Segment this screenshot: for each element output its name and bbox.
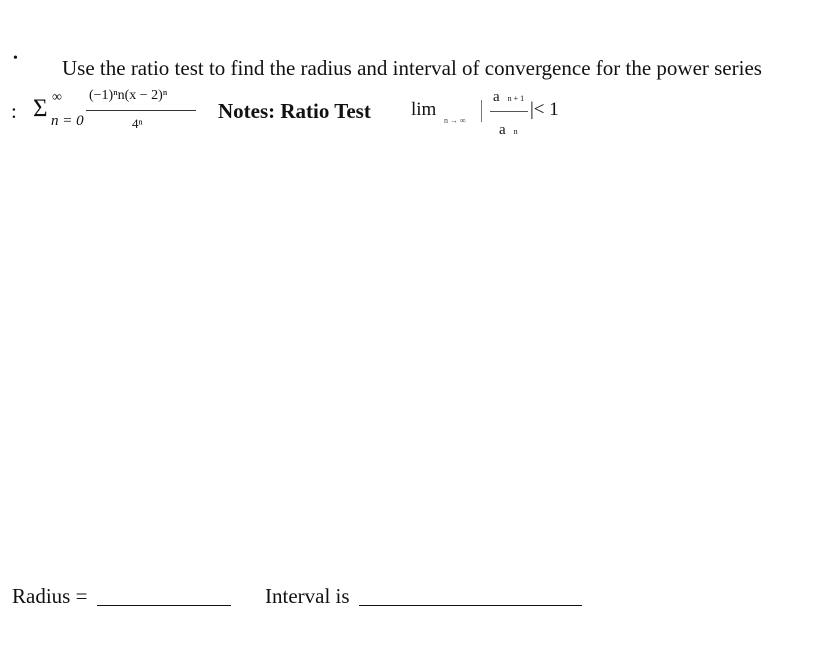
notes-label: Notes: Ratio Test — [218, 99, 371, 123]
ratio-denominator — [499, 121, 518, 141]
absolute-value-bar — [481, 100, 482, 122]
ratio-fraction-bar — [490, 111, 528, 112]
summation-lower-index: n = 0 — [51, 113, 84, 129]
radius-label: Radius = — [12, 584, 88, 608]
ratio-numerator-term: a — [493, 89, 500, 105]
summation-symbol: Σ — [33, 95, 48, 122]
series-numerator: (−1)ⁿn(x − 2)ⁿ — [89, 88, 168, 103]
ratio-numerator-subscript: n + 1 — [507, 94, 525, 103]
summation-upper-limit: ∞ — [52, 90, 62, 105]
ratio-numerator — [493, 88, 524, 108]
interval-label: Interval is — [265, 584, 350, 608]
radius-answer-blank[interactable] — [97, 605, 231, 606]
limit-subscript: n → ∞ — [444, 116, 466, 125]
series-fraction-bar — [86, 110, 196, 111]
series-denominator: 4ⁿ — [132, 116, 143, 131]
limit-symbol: lim — [411, 99, 437, 120]
ratio-denominator-subscript: n — [513, 127, 518, 136]
ratio-condition: |< 1 — [530, 99, 559, 120]
bullet-mark: • — [13, 51, 18, 66]
interval-answer-blank[interactable] — [359, 605, 582, 606]
question-text: Use the ratio test to find the radius and interval of convergence for the power series — [62, 56, 762, 80]
series-colon: : — [11, 99, 17, 123]
ratio-denominator-term: a — [499, 122, 506, 138]
